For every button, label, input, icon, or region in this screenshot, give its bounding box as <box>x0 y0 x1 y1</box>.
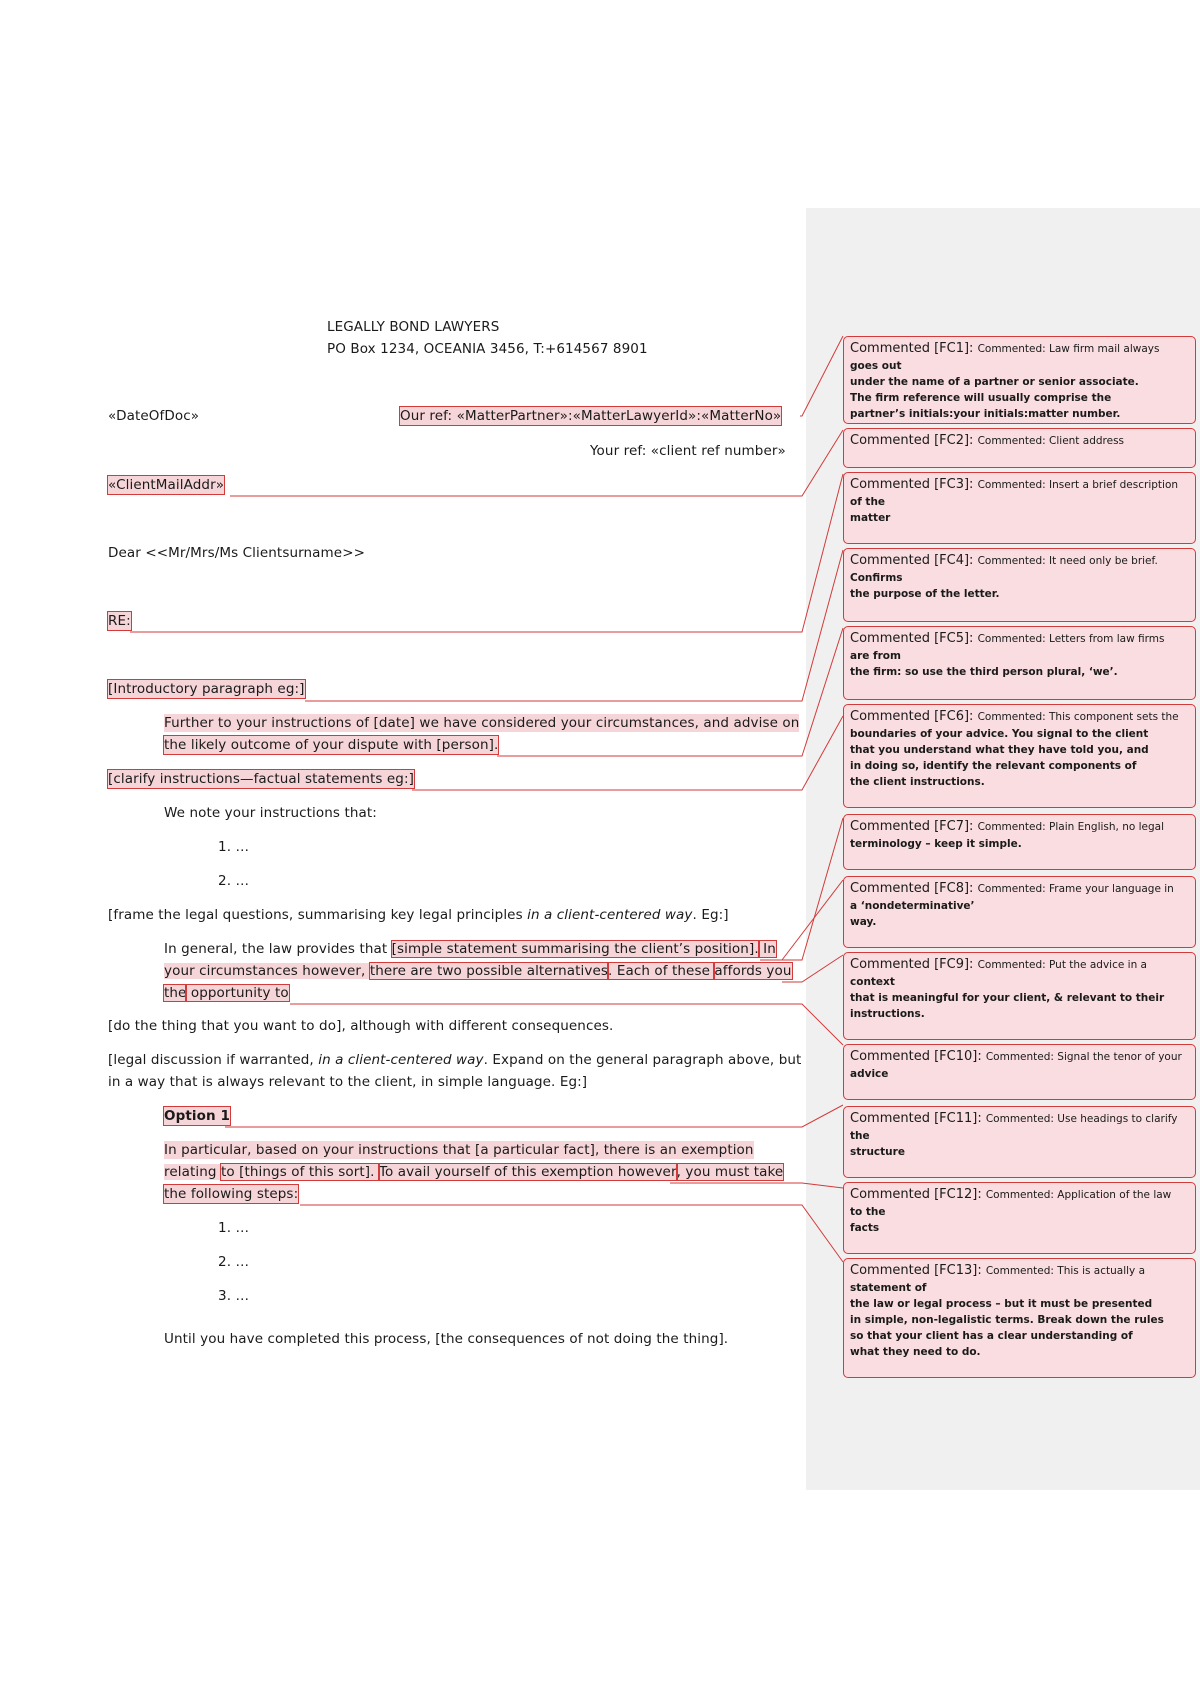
comment-fc5-line: the firm: so use the third person plural, ‘we’. <box>850 666 1118 678</box>
comment-fc8[interactable] <box>843 876 1196 948</box>
comment-fc9-head: Commented: Put the advice in a <box>977 959 1147 971</box>
comment-fc9-line: that is meaningful for your client, & relevant to their <box>850 992 1165 1004</box>
each-of-these-highlight[interactable]: . Each of these <box>608 963 715 979</box>
until-line: Until you have completed this process, [the consequences of not doing the thing]. <box>164 1331 729 1347</box>
list-b-item-2: 2. … <box>218 1254 250 1270</box>
particular-line-1[interactable]: In particular, based on your instructions that [a particular fact], there is an exemption <box>164 1142 754 1158</box>
must-take-highlight[interactable]: , you must take <box>676 1164 784 1180</box>
legal-text-c: . Expand on the general paragraph above, but <box>483 1052 802 1068</box>
intro-heading[interactable]: [Introductory paragraph eg:] <box>108 681 305 697</box>
the-highlight[interactable]: the <box>164 985 187 1001</box>
comment-fc7-head: Commented: Plain English, no legal <box>977 821 1165 833</box>
general-line-2 <box>164 962 792 980</box>
frame-end: . Eg:] <box>692 907 729 923</box>
legal-line-1 <box>108 1051 801 1069</box>
comment-fc5-line: are from <box>850 650 901 662</box>
frame-paragraph <box>108 906 729 924</box>
re-field[interactable]: RE: <box>108 613 131 629</box>
comment-fc11[interactable] <box>843 1106 1196 1178</box>
option-heading[interactable]: Option 1 <box>164 1108 230 1124</box>
things-highlight[interactable]: to [things of this sort]. <box>220 1164 379 1180</box>
comment-fc12[interactable] <box>843 1182 1196 1254</box>
comment-fc7-id: Commented [FC7]: <box>850 819 974 834</box>
your-ref-field: Your ref: «client ref number» <box>590 443 786 459</box>
list-b-item-1: 1. … <box>218 1220 250 1236</box>
comment-fc3-line: of the <box>850 496 886 508</box>
comment-fc11-head: Commented: Use headings to clarify <box>985 1113 1178 1125</box>
affords-you-highlight[interactable]: affords you <box>714 963 792 979</box>
comment-fc1-line: partner’s initials:your initials:matter number. <box>850 408 1121 420</box>
connector-fc4 <box>305 550 843 701</box>
comment-fc9-line: context <box>850 976 895 988</box>
comment-fc10[interactable] <box>843 1044 1196 1100</box>
comment-fc13-id: Commented [FC13]: <box>850 1263 982 1278</box>
connector-fc5 <box>497 628 843 756</box>
comment-fc5-id: Commented [FC5]: <box>850 631 974 646</box>
comment-fc6-line: in doing so, identify the relevant components of <box>850 760 1137 772</box>
comment-fc3-line: matter <box>850 512 891 524</box>
general-line-1 <box>164 940 776 958</box>
comment-fc13-line: so that your client has a clear understanding of <box>850 1330 1133 1342</box>
comment-fc10-head: Commented: Signal the tenor of your <box>985 1051 1182 1063</box>
connector-fc2 <box>230 430 843 496</box>
comment-fc4-id: Commented [FC4]: <box>850 553 974 568</box>
client-address-field[interactable]: «ClientMailAddr» <box>108 477 225 493</box>
comment-fc4-line: the purpose of the letter. <box>850 588 1000 600</box>
comment-fc1-line: goes out <box>850 360 902 372</box>
comment-fc6-id: Commented [FC6]: <box>850 709 974 724</box>
comment-fc13-line: the law or legal process – but it must be presented <box>850 1298 1153 1310</box>
comment-fc8-line: way. <box>850 916 877 928</box>
comment-fc13-line: statement of <box>850 1282 927 1294</box>
list-a-item-2: 2. … <box>218 873 250 889</box>
avail-highlight[interactable]: To avail yourself of this exemption however <box>378 1164 677 1180</box>
comment-fc5-head: Commented: Letters from law firms <box>977 633 1165 645</box>
intro-line-2[interactable]: the likely outcome of your dispute with [person]. <box>164 737 499 753</box>
salutation: Dear <<Mr/Mrs/Ms Clientsurname>> <box>108 545 366 561</box>
comment-fc5[interactable] <box>843 626 1196 700</box>
comment-fc4[interactable] <box>843 548 1196 622</box>
comment-fc6-line: boundaries of your advice. You signal to the client <box>850 728 1149 740</box>
general-text-1: In general, the law provides that <box>164 941 392 957</box>
comment-fc7[interactable] <box>843 814 1196 870</box>
comment-fc10-line: advice <box>850 1068 889 1080</box>
opportunity-highlight[interactable]: opportunity to <box>186 985 289 1001</box>
comment-fc4-line: Confirms <box>850 572 903 584</box>
comment-fc12-line: facts <box>850 1222 880 1234</box>
comment-fc12-id: Commented [FC12]: <box>850 1187 982 1202</box>
comment-fc1-head: Commented: Law firm mail always <box>977 343 1160 355</box>
connector-fc11 <box>225 1105 843 1127</box>
comment-fc11-line: structure <box>850 1146 905 1158</box>
comment-fc9-line: instructions. <box>850 1008 925 1020</box>
comment-fc8-id: Commented [FC8]: <box>850 881 974 896</box>
comment-fc13-line: what they need to do. <box>850 1346 981 1358</box>
intro-line-1[interactable]: Further to your instructions of [date] we have considered your circumstances, and advise on <box>164 715 800 731</box>
firm-name: LEGALLY BOND LAWYERS <box>327 319 500 335</box>
comment-fc9-id: Commented [FC9]: <box>850 957 974 972</box>
comment-fc10-id: Commented [FC10]: <box>850 1049 982 1064</box>
alternatives-highlight[interactable]: there are two possible alternatives <box>369 963 609 979</box>
relating-text[interactable]: relating <box>164 1164 221 1180</box>
clarify-heading[interactable]: [clarify instructions—factual statements eg:] <box>108 771 414 787</box>
frame-italic: in a client-centered way <box>527 907 693 923</box>
comment-fc7-line: terminology – keep it simple. <box>850 838 1022 850</box>
comment-fc3-id: Commented [FC3]: <box>850 477 974 492</box>
connector-fc13 <box>300 1205 843 1262</box>
comment-fc11-line: the <box>850 1130 870 1142</box>
our-ref-field[interactable]: Our ref: «MatterPartner»:«MatterLawyerId»:«MatterNo» <box>400 408 782 424</box>
comment-fc12-head: Commented: Application of the law <box>985 1189 1172 1201</box>
comment-fc6[interactable] <box>843 704 1196 808</box>
legal-italic: in a client-centered way <box>318 1052 484 1068</box>
comment-fc2[interactable] <box>843 428 1196 468</box>
comment-fc3[interactable] <box>843 472 1196 544</box>
comment-fc13[interactable] <box>843 1258 1196 1378</box>
do-thing-line: [do the thing that you want to do], although with different consequences. <box>108 1018 614 1034</box>
date-field: «DateOfDoc» <box>108 408 200 424</box>
particular-line-3[interactable]: the following steps: <box>164 1186 299 1202</box>
particular-line-2 <box>164 1163 783 1181</box>
comment-fc6-head: Commented: This component sets the <box>977 711 1179 723</box>
comment-fc1[interactable] <box>843 336 1196 424</box>
client-position-highlight[interactable]: [simple statement summarising the client’s position]. <box>391 941 759 957</box>
comment-fc1-id: Commented [FC1]: <box>850 341 974 356</box>
comment-fc8-line: a ‘nondeterminative’ <box>850 900 975 912</box>
comment-fc2-head: Commented: Client address <box>977 435 1125 447</box>
comment-fc2-id: Commented [FC2]: <box>850 433 974 448</box>
comment-fc1-line: under the name of a partner or senior associate. <box>850 376 1139 388</box>
comment-fc6-line: that you understand what they have told you, and <box>850 744 1149 756</box>
list-b-item-3: 3. … <box>218 1288 250 1304</box>
general-in-highlight[interactable]: In <box>758 941 776 957</box>
comment-fc3-head: Commented: Insert a brief description <box>977 479 1179 491</box>
comment-fc1-line: The firm reference will usually comprise the <box>850 392 1112 404</box>
legal-text-a: [legal discussion if warranted, <box>108 1052 319 1068</box>
frame-text: [frame the legal questions, summarising key legal principles <box>108 907 528 923</box>
comment-fc4-head: Commented: It need only be brief. <box>977 555 1158 567</box>
note-line: We note your instructions that: <box>164 805 377 821</box>
comment-fc13-head: Commented: This is actually a <box>985 1265 1146 1277</box>
comment-fc12-line: to the <box>850 1206 886 1218</box>
list-a-item-1: 1. … <box>218 839 250 855</box>
comment-fc13-line: in simple, non-legalistic terms. Break down the rules <box>850 1314 1164 1326</box>
general-text-2[interactable]: your circumstances however, <box>164 963 370 979</box>
comment-fc8-head: Commented: Frame your language in <box>977 883 1174 895</box>
firm-address: PO Box 1234, OCEANIA 3456, T:+614567 8901 <box>327 341 648 357</box>
general-line-3 <box>164 984 289 1002</box>
comment-fc9[interactable] <box>843 952 1196 1040</box>
comment-fc6-line: the client instructions. <box>850 776 985 788</box>
legal-line-2: in a way that is always relevant to the client, in simple language. Eg:] <box>108 1074 588 1090</box>
comment-fc11-id: Commented [FC11]: <box>850 1111 982 1126</box>
